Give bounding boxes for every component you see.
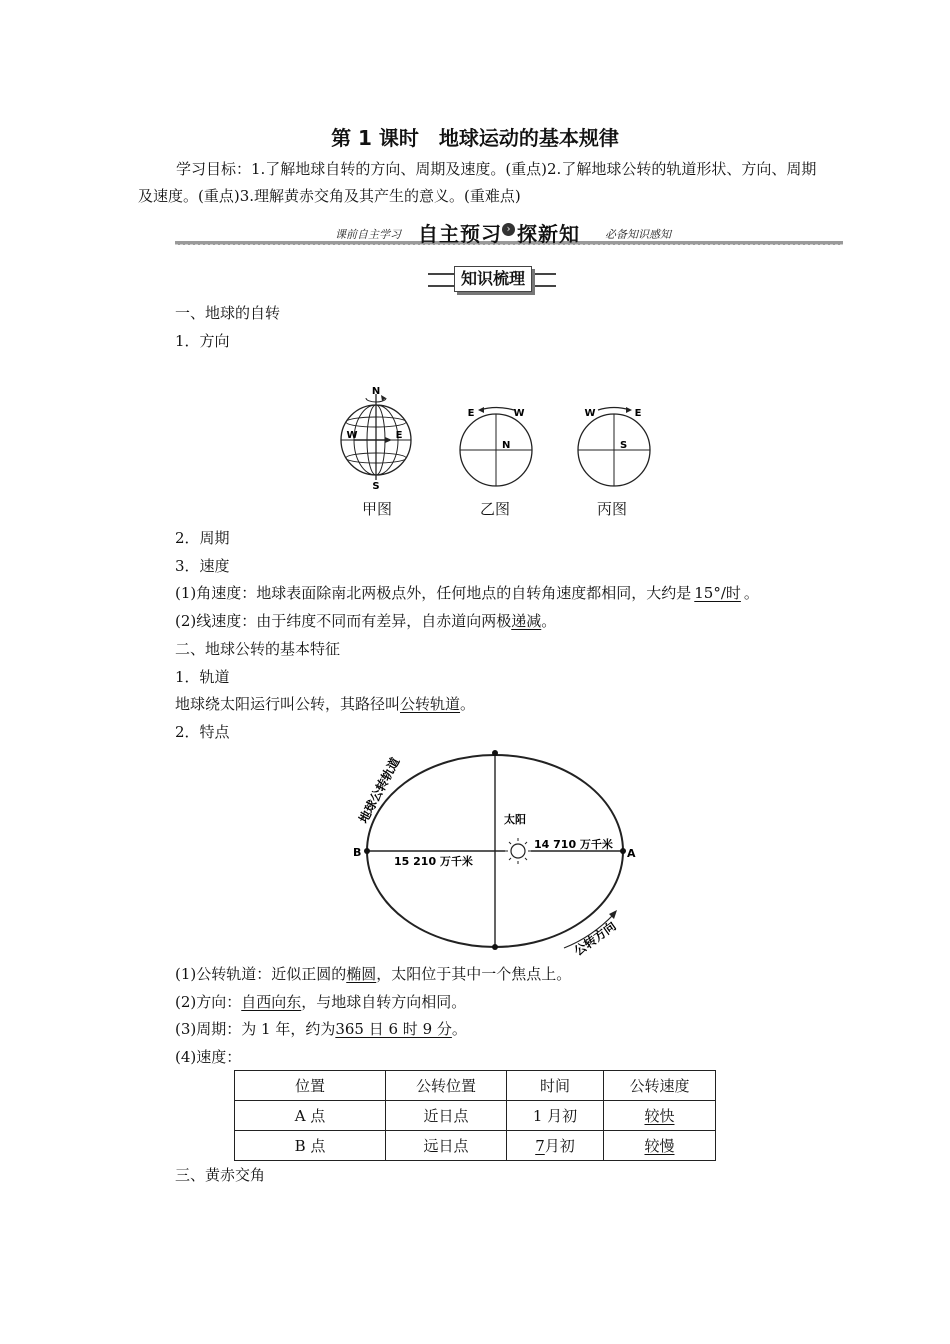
revolution-speed-table <box>234 1070 716 1161</box>
rotation-figure-a <box>330 382 422 492</box>
feature-4: (4)速度： <box>175 1048 242 1066</box>
caption-b: 乙图 <box>479 500 510 518</box>
table-cell: 较慢 <box>604 1131 716 1161</box>
label-n: N <box>371 386 381 397</box>
knowledge-box <box>428 266 556 292</box>
knowledge-box-label: 知识梳理 <box>454 266 532 292</box>
table-header: 公转位置 <box>386 1071 507 1101</box>
section-banner <box>175 216 843 248</box>
rotation-figure-b <box>452 400 540 490</box>
angular-speed-value: 15°/时 <box>694 584 741 602</box>
rotation-direction-title: 1．方向 <box>175 332 230 350</box>
rotation-heading: 一、地球的自转 <box>175 304 281 322</box>
table-header: 时间 <box>507 1071 604 1101</box>
table-row <box>235 1101 716 1131</box>
orbit-value: 公转轨道 <box>400 695 461 713</box>
table-header-row <box>235 1071 716 1101</box>
caption-c: 丙图 <box>596 500 627 518</box>
feature-3-value: 365 日 6 时 9 分 <box>335 1020 452 1038</box>
feature-3: (3)周期：为 1 年，约为365 日 6 时 9 分。 <box>175 1020 467 1038</box>
caption-a: 甲图 <box>361 500 392 518</box>
rotation-period-title: 2．周期 <box>175 529 230 547</box>
table-row <box>235 1131 716 1161</box>
table-cell: 1 月初 <box>507 1101 604 1131</box>
rotation-speed-title: 3．速度 <box>175 557 230 575</box>
label-w: W <box>513 408 525 419</box>
banner-right-caption: 必备知识感知 <box>605 228 671 241</box>
label-n: N <box>502 440 511 451</box>
linear-speed-value: 递减 <box>511 612 542 630</box>
label-s: S <box>372 481 380 492</box>
orbit-label: 地球公转轨道 <box>356 755 403 826</box>
distance-b-label: 15 210 万千米 <box>394 855 473 868</box>
distance-a-label: 14 710 万千米 <box>534 838 613 851</box>
feature-1-value: 椭圆 <box>346 965 377 983</box>
table-cell: A 点 <box>235 1101 386 1131</box>
point-a-label: A <box>627 847 636 860</box>
direction-label: 公转方向 <box>571 918 619 959</box>
banner-title-right: 探新知 <box>517 222 580 246</box>
feature-1: (1)公转轨道：近似正圆的椭圆，太阳位于其中一个焦点上。 <box>175 965 572 983</box>
label-w: W <box>346 430 358 441</box>
label-e: E <box>634 408 642 419</box>
orbit-title: 1．轨道 <box>175 668 230 686</box>
feature-2-value: 自西向东 <box>241 993 302 1011</box>
label-w: W <box>584 408 596 419</box>
banner-left-caption: 课前自主学习 <box>335 228 401 241</box>
obliquity-heading: 三、黄赤交角 <box>175 1166 266 1184</box>
point-b-label: B <box>353 846 362 859</box>
feature-2: (2)方向：自西向东，与地球自转方向相同。 <box>175 993 467 1011</box>
table-cell: B 点 <box>235 1131 386 1161</box>
label-e: E <box>395 430 403 441</box>
table-header: 公转速度 <box>604 1071 716 1101</box>
learning-objectives: 学习目标：1.了解地球自转的方向、周期及速度。(重点)2.了解地球公转的轨道形状、方向、周期及速度。(重点)3.理解黄赤交角及其产生的意义。(重难点) <box>138 160 817 205</box>
sun-label: 太阳 <box>504 813 526 826</box>
orbit-diagram <box>330 738 660 960</box>
banner-divider <box>175 241 843 245</box>
rotation-figure-c <box>570 400 658 490</box>
table-cell: 远日点 <box>386 1131 507 1161</box>
table-header: 位置 <box>235 1071 386 1101</box>
page-title: 第 1 课时 地球运动的基本规律 <box>331 126 619 150</box>
label-e: E <box>467 408 475 419</box>
banner-arrow-icon: › <box>502 223 515 236</box>
sun-icon <box>505 838 531 864</box>
revolution-heading: 二、地球公转的基本特征 <box>175 640 341 658</box>
table-cell: 7月初 <box>507 1131 604 1161</box>
banner-title-left: 自主预习 <box>418 222 502 246</box>
angular-speed-line: (1)角速度：地球表面除南北两极点外，任何地点的自转角速度都相同，大约是 15°/时 。 <box>175 584 759 602</box>
table-cell: 近日点 <box>386 1101 507 1131</box>
label-s: S <box>620 440 628 451</box>
linear-speed-line: (2)线速度：由于纬度不同而有差异，自赤道向两极递减。 <box>175 612 557 630</box>
features-title: 2．特点 <box>175 723 230 741</box>
orbit-line: 地球绕太阳运行叫公转，其路径叫公转轨道。 <box>175 695 476 713</box>
table-cell: 较快 <box>604 1101 716 1131</box>
